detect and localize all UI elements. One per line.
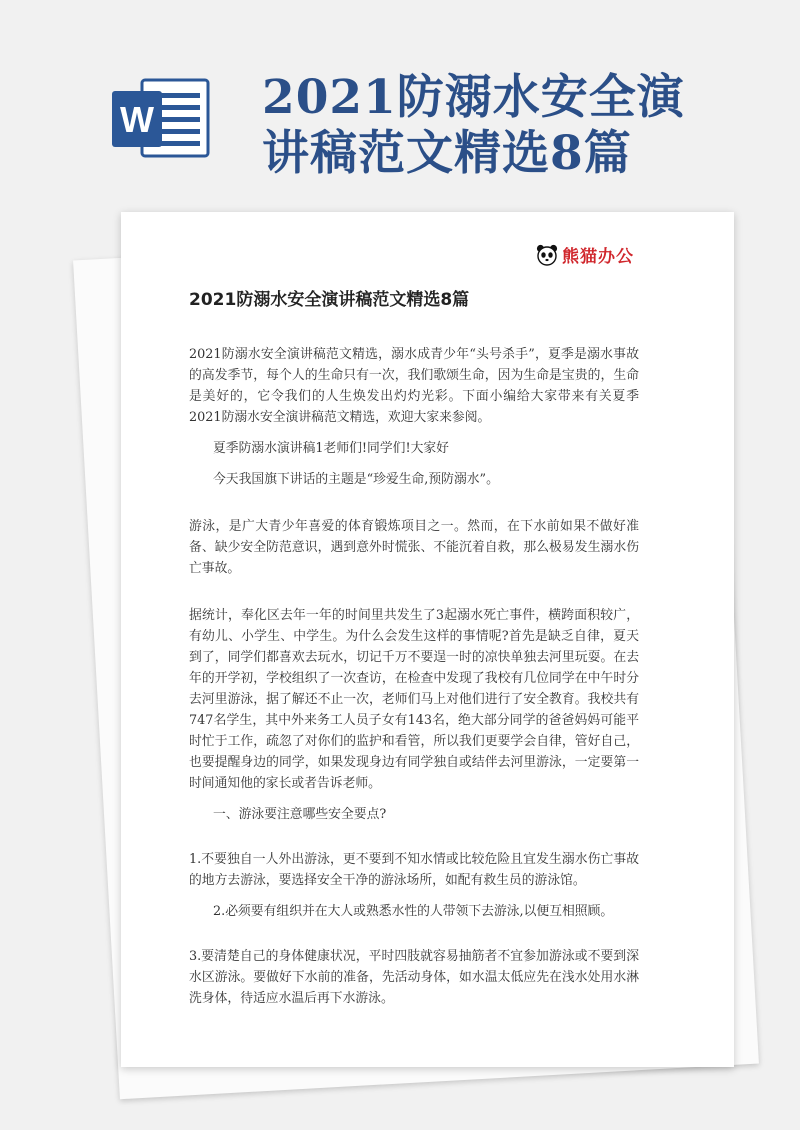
word-icon-letter: W [120,99,154,140]
section-heading: 一、游泳要注意哪些安全要点? [213,807,387,822]
document-body [189,344,639,1009]
document-page [121,212,734,1067]
header-banner [0,0,800,200]
brand-logo [536,242,634,267]
list-item: 1.不要独自一人外出游泳，更不要到不知水情或比较危险且宜发生溺水伤亡事故的地方去游泳，要选择安全干净的游泳场所，如配有救生员的游泳馆。 [189,852,639,888]
brand-logo-text: 熊猫办公 [562,247,634,267]
list-item: 3.要清楚自己的身体健康状况，平时四肢就容易抽筋者不宜参加游泳或不要到深水区游泳。要做好下水前的准备，先活动身体，如水温太低应先在浅水处用水淋洗身体，待适应水温后再下水游泳。 [189,949,639,1006]
banner-title-line-1: 2021防溺水安全演 [262,70,685,125]
word-doc-icon [112,77,210,159]
banner-title-line-2: 讲稿范文精选8篇 [262,126,632,181]
body-paragraph: 据统计，奉化区去年一年的时间里共发生了3起溺水死亡事件，横跨面积较广，有幼儿、小学生、中学生。为什么会发生这样的事情呢?首先是缺乏自律，夏天到了，同学们都喜欢去玩水，切记千万不要逞一时的凉快单独去河里玩耍。在去年的开学初，学校组织了一次查访，在检查中发现了我校有几位同学在中午时分去河里游泳，据了解还不止一次，老师们马上对他们进行了安全教育。我校共有747名学生，其中外来务工人员子女有143名，绝大部分同学的爸爸妈妈可能平时忙于工作，疏忽了对你们的监护和看管，所以我们更要学会自律，管好自己，也要提醒身边的同学，如果发现身边有同学独自或结伴去河里游泳，一定要第一时间通知他的家长或者告诉老师。 [189,608,639,791]
panda-icon [536,244,558,266]
body-paragraph: 游泳，是广大青少年喜爱的体育锻炼项目之一。然而，在下水前如果不做好准备、缺少安全防范意识，遇到意外时慌张、不能沉着自救，那么极易发生溺水伤亡事故。 [189,519,639,576]
intro-paragraph: 2021防溺水安全演讲稿范文精选，溺水成青少年“头号杀手”，夏季是溺水事故的高发季节，每个人的生命只有一次，我们歌颂生命，因为生命是宝贵的，生命是美好的，它令我们的人生焕发出灼灼光彩。下面小编给大家带来有关夏季2021防溺水安全演讲稿范文精选，欢迎大家来参阅。 [189,347,639,425]
speech-greeting: 夏季防溺水演讲稿1老师们!同学们!大家好 [213,441,449,456]
list-item: 2.必须要有组织并在大人或熟悉水性的人带领下去游泳,以便互相照顾。 [213,904,614,919]
speech-topic: 今天我国旗下讲话的主题是“珍爱生命,预防溺水”。 [213,472,499,487]
document-title: 2021防溺水安全演讲稿范文精选8篇 [189,290,470,310]
